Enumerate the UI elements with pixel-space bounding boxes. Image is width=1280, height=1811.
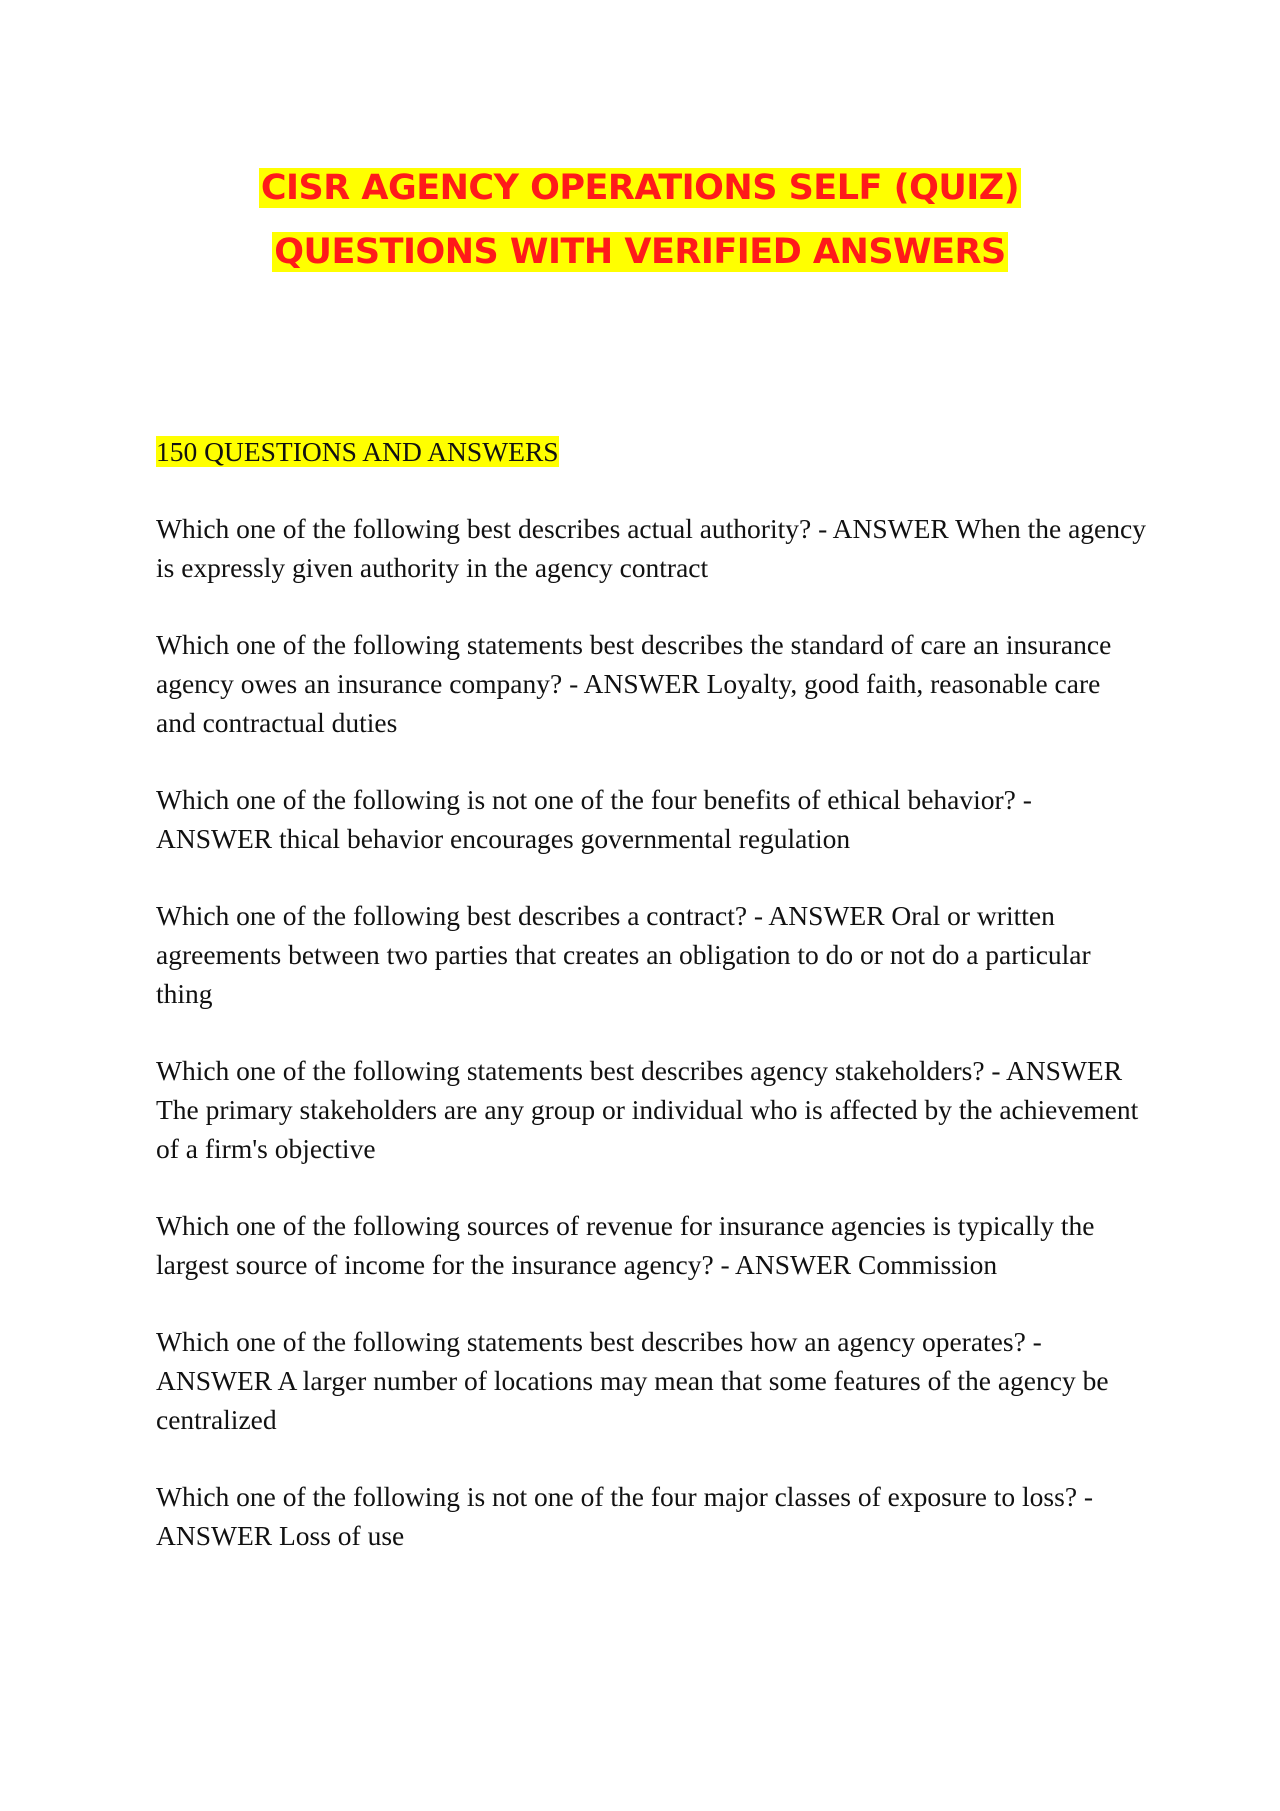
title-line-2 bbox=[0, 220, 1280, 284]
title-line-1-text: CISR AGENCY OPERATIONS SELF (QUIZ) bbox=[260, 168, 1020, 208]
qa-item-3: Which one of the following is not one of the four benefits of ethical behavior? - ANSWER thical behavior encourages governmental regulation bbox=[156, 784, 1032, 854]
qa-item-8: Which one of the following is not one of the four major classes of exposure to loss? - ANSWER Loss of use bbox=[156, 1481, 1094, 1551]
qa-item-4: Which one of the following best describes a contract? - ANSWER Oral or written agreements between two parties that creates an obligation to do or not do a particular thing bbox=[156, 900, 1091, 1009]
qa-item-5: Which one of the following statements best describes agency stakeholders? - ANSWER The primary stakeholders are any group or individual who is affected by the achievement of a firm's objective bbox=[156, 1055, 1139, 1164]
document-body bbox=[156, 432, 1146, 1593]
subtitle bbox=[156, 432, 1146, 471]
qa-item-2: Which one of the following statements best describes the standard of care an insurance agency owes an insurance company? - ANSWER Loyalty, good faith, reasonable care and contractual duties bbox=[156, 629, 1112, 738]
qa-item-7: Which one of the following statements best describes how an agency operates? - ANSWER A larger number of locations may mean that some features of the agency be centralized bbox=[156, 1326, 1109, 1435]
title-line-2-text: QUESTIONS WITH VERIFIED ANSWERS bbox=[274, 232, 1006, 272]
qa-item-6: Which one of the following sources of revenue for insurance agencies is typically the largest source of income for the insurance agency? - ANSWER Commission bbox=[156, 1210, 1095, 1280]
qa-item-1: Which one of the following best describes actual authority? - ANSWER When the agency is expressly given authority in the agency contract bbox=[156, 513, 1146, 583]
title-line-1 bbox=[0, 156, 1280, 220]
subtitle-text: 150 QUESTIONS AND ANSWERS bbox=[156, 436, 559, 467]
document-title bbox=[0, 156, 1280, 284]
